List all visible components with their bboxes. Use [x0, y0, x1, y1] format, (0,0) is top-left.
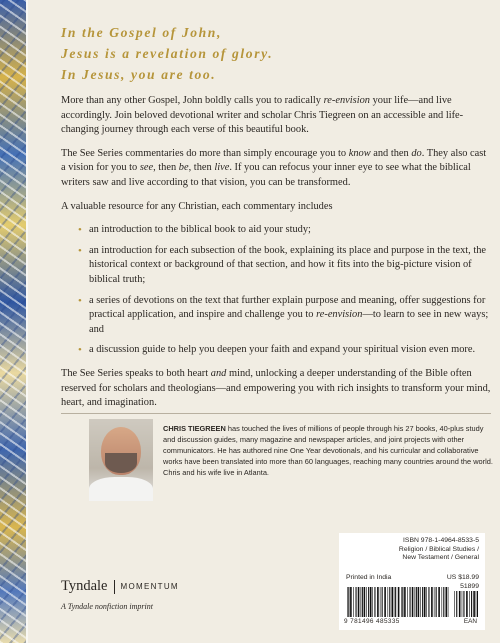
- back-cover-copy: [61, 94, 491, 420]
- barcode-bar: [366, 587, 367, 617]
- barcode-bar: [398, 587, 400, 617]
- barcode-bar: [410, 587, 411, 617]
- barcode-bar: [372, 587, 373, 617]
- barcode-bar: [358, 587, 360, 617]
- barcode-bar: [424, 587, 426, 617]
- author-bio-text: has touched the lives of millions of people through his 27 books, 40-plus study and discussion guides, many magazine and newspaper articles, and joint projects with other communicators. He has authored nine One Year devotionals, and his curricular and collaborative works have been translated into more than 60 languages, reaching many countries around the world. Chris and his wife live in Atlanta.: [163, 424, 493, 477]
- logo-divider: [114, 580, 115, 594]
- barcode-bar: [431, 587, 433, 617]
- imprint-line: A Tyndale nonfiction imprint: [61, 602, 153, 611]
- intro-paragraph-2: The See Series commentaries do more than simply encourage you to know and then do. They also cast a vision for you to see, then be, then live. If you can refocus your inner eye to see what the biblical writers saw and live according to that vision, you can be transformed.: [61, 147, 487, 188]
- barcode-bar: [420, 587, 421, 617]
- divider: [61, 413, 491, 414]
- barcode-bar: [412, 587, 414, 617]
- barcode-bar: [361, 587, 362, 617]
- isbn-number: ISBN 978-1-4964-8533-5: [403, 537, 479, 544]
- barcode-bar: [394, 587, 395, 617]
- price: US $18.99: [446, 574, 479, 581]
- barcode-bar: [370, 587, 372, 617]
- barcode-bar: [348, 587, 349, 617]
- barcode-bar: [368, 587, 369, 617]
- author-bio: [163, 423, 493, 478]
- list-item: • a series of devotions on the text that further explain purpose and meaning, offer suggestions for practical application, and inspire and challenge you to re-envision—to learn to see in new ways; and: [78, 294, 491, 338]
- mosaic-edge: [26, 0, 28, 643]
- barcode-bar: [401, 587, 402, 617]
- barcode-bar: [356, 587, 357, 617]
- barcode-bar: [469, 591, 470, 617]
- barcode-bar: [448, 587, 449, 617]
- barcode-bar: [389, 587, 390, 617]
- intro-paragraph-3: A valuable resource for any Christian, each commentary includes: [61, 200, 333, 212]
- barcode-bar: [377, 587, 379, 617]
- barcode-bar: [407, 587, 408, 617]
- barcode-bar: [418, 587, 420, 617]
- barcode-bar: [404, 587, 406, 617]
- barcode-bar: [477, 591, 478, 617]
- barcode-bar: [436, 587, 437, 617]
- mosaic-border-art: [0, 0, 26, 643]
- barcode-bar: [392, 587, 394, 617]
- category-line-1: Religion / Biblical Studies /: [398, 545, 479, 553]
- headline: [61, 22, 491, 85]
- barcode-bar: [362, 587, 363, 617]
- barcode-bar: [416, 587, 417, 617]
- headline-line-3: In Jesus, you are too.: [61, 67, 217, 82]
- list-item: • an introduction for each subsection of the book, explaining its place and purpose in the text, the historical context or background of that section, and how it fits into the big-picture vision of biblical truth;: [78, 244, 491, 288]
- barcode-bar: [471, 591, 472, 617]
- barcode-bar: [473, 591, 475, 617]
- barcode-bar: [454, 591, 455, 617]
- barcode-bar: [428, 587, 429, 617]
- publisher-name: Tyndale: [61, 578, 108, 594]
- intro-paragraph-1: More than any other Gospel, John boldly calls you to radically re-envision your life—and live accordingly. Join beloved devotional writer and scholar Chris Tiegreen on an accessible and life-changing journey through each verse of this beautiful book.: [61, 95, 464, 136]
- author-photo: [89, 419, 153, 501]
- barcode-bar: [374, 587, 375, 617]
- barcode-bar: [350, 587, 352, 617]
- list-item: • a discussion guide to help you deepen your faith and expand your spiritual vision even more.: [78, 343, 491, 358]
- ean-label: EAN: [463, 618, 477, 625]
- barcode-bar: [380, 587, 381, 617]
- barcode-bar: [462, 591, 463, 617]
- category-line-2: New Testament / General: [402, 554, 479, 562]
- publisher-logo: [61, 578, 179, 595]
- barcode-bar: [438, 587, 440, 617]
- printed-in: Printed in India: [346, 574, 392, 581]
- barcode-bar: [434, 587, 435, 617]
- barcode-bar: [382, 587, 383, 617]
- barcode-bar: [384, 587, 386, 617]
- barcode-bar: [388, 587, 389, 617]
- barcode-panel: [339, 533, 485, 630]
- list-item: • an introduction to the biblical book to aid your study;: [78, 223, 491, 238]
- headline-line-1: In the Gospel of John,: [61, 25, 222, 40]
- barcode-bar: [476, 591, 477, 617]
- barcode-bar: [347, 587, 348, 617]
- barcode-bar: [459, 591, 461, 617]
- barcode-digits: 9 781496 485335: [344, 618, 400, 625]
- isbn-block: [399, 537, 479, 563]
- barcode-bar: [456, 591, 457, 617]
- barcode-bar: [415, 587, 416, 617]
- ean-barcode: [346, 587, 450, 617]
- features-list: [61, 223, 491, 358]
- barcode-bar: [443, 587, 444, 617]
- barcode-bar: [364, 587, 366, 617]
- headline-line-2: Jesus is a revelation of glory.: [61, 46, 274, 61]
- author-name: CHRIS TIEGREEN: [163, 424, 226, 433]
- barcode-bar: [426, 587, 427, 617]
- closing-paragraph: The See Series speaks to both heart and mind, unlocking a deeper understanding of the Bible often reserved for scholars and theologians—and empowering you with rich insights to transform your mind, heart, and imagination.: [61, 367, 491, 409]
- barcode-bar: [442, 587, 443, 617]
- barcode-bar: [422, 587, 423, 617]
- barcode-bar: [466, 591, 468, 617]
- publisher-series: MOMENTUM: [120, 582, 179, 591]
- barcode-bar: [395, 587, 396, 617]
- barcode-bar: [353, 587, 354, 617]
- barcode-bar: [463, 591, 464, 617]
- price-addon-barcode: [453, 591, 479, 617]
- barcode-bar: [402, 587, 403, 617]
- barcode-bar: [446, 587, 448, 617]
- price-code: 51899: [460, 583, 479, 590]
